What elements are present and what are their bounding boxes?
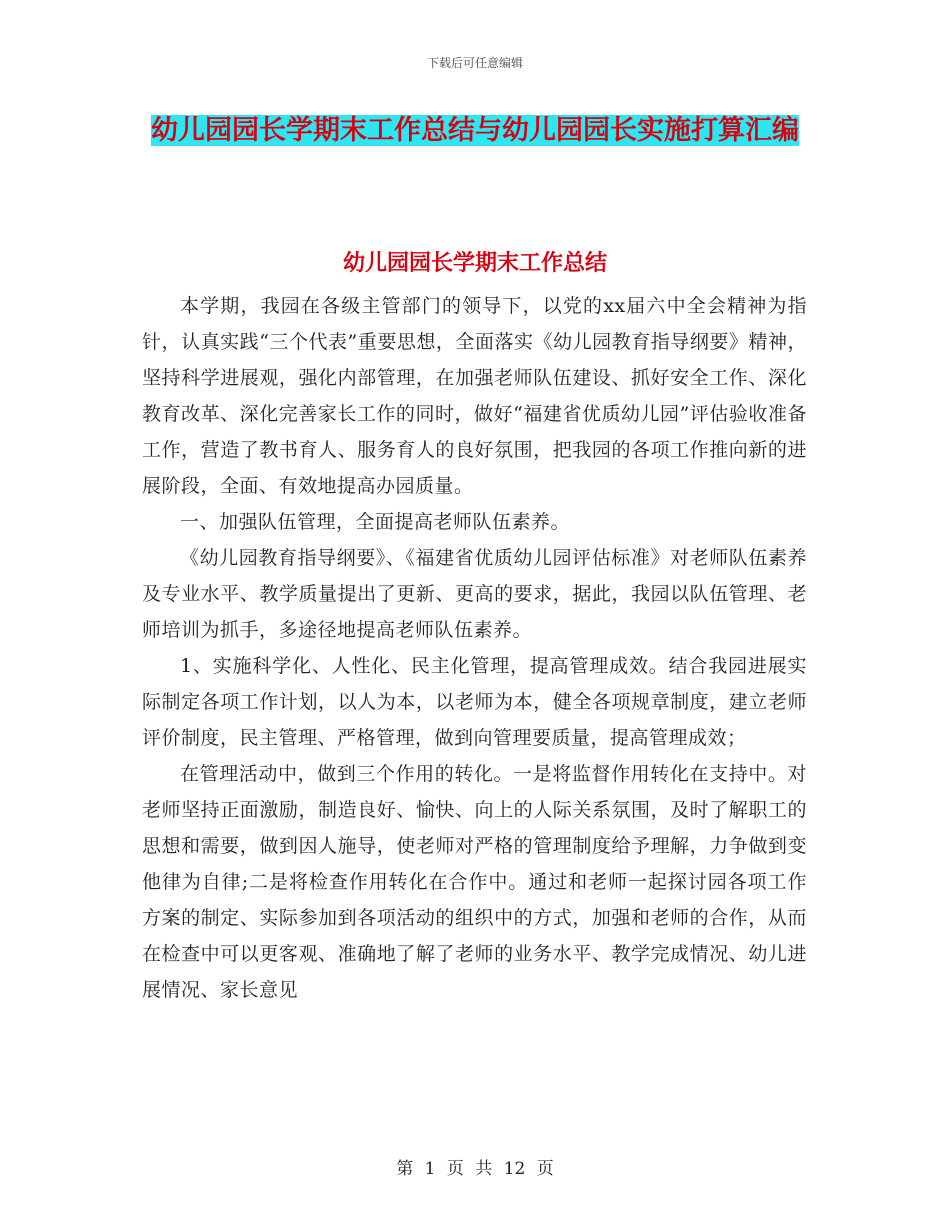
document-body xyxy=(142,288,807,1008)
paragraph: 《幼儿园教育指导纲要》、《福建省优质幼儿园评估标准》对老师队伍素养及专业水平、教学质量提出了更新、更高的要求，据此，我园以队伍管理、老师培训为抓手，多途径地提高老师队伍素养。 xyxy=(142,547,807,641)
document-title xyxy=(140,108,810,154)
page-footer: 第 1 页 共 12 页 xyxy=(396,1159,554,1179)
section-title: 幼儿园园长学期末工作总结 xyxy=(342,250,607,276)
page-header-note: 下载后可任意编辑 xyxy=(426,56,523,70)
paragraph: 1、实施科学化、人性化、民主化管理，提高管理成效。结合我园进展实际制定各项工作计划，以人为本，以老师为本，健全各项规章制度，建立老师评价制度，民主管理、严格管理，做到向管理要质量，提高管理成效； xyxy=(142,655,807,749)
paragraph: 一、加强队伍管理，全面提高老师队伍素养。 xyxy=(180,511,571,533)
paragraph: 本学期，我园在各级主管部门的领导下，以党的xx届六中全会精神为指针，认真实践“三个代表”重要思想，全面落实《幼儿园教育指导纲要》精神，坚持科学进展观，强化内部管理，在加强老师队伍建设、抓好安全工作、深化教育改革、深化完善家长工作的同时，做好“福建省优质幼儿园”评估验收准备工作，营造了教书育人、服务育人的良好氛围，把我园的各项工作推向新的进展阶段，全面、有效地提高办园质量。 xyxy=(142,295,807,497)
paragraph: 在管理活动中，做到三个作用的转化。一是将监督作用转化在支持中。对老师坚持正面激励，制造良好、愉快、向上的人际关系氛围，及时了解职工的思想和需要，做到因人施导，使老师对严格的管理制度给予理解，力争做到变他律为自律;二是将检查作用转化在合作中。通过和老师一起探讨园各项工作方案的制定、实际参加到各项活动的组织中的方式，加强和老师的合作，从而在检查中可以更客观、准确地了解了老师的业务水平、教学完成情况、幼儿进展情况、家长意见 xyxy=(142,763,807,1001)
document-title-text: 幼儿园园长学期末工作总结与幼儿园园长实施打算汇编 xyxy=(151,115,799,146)
